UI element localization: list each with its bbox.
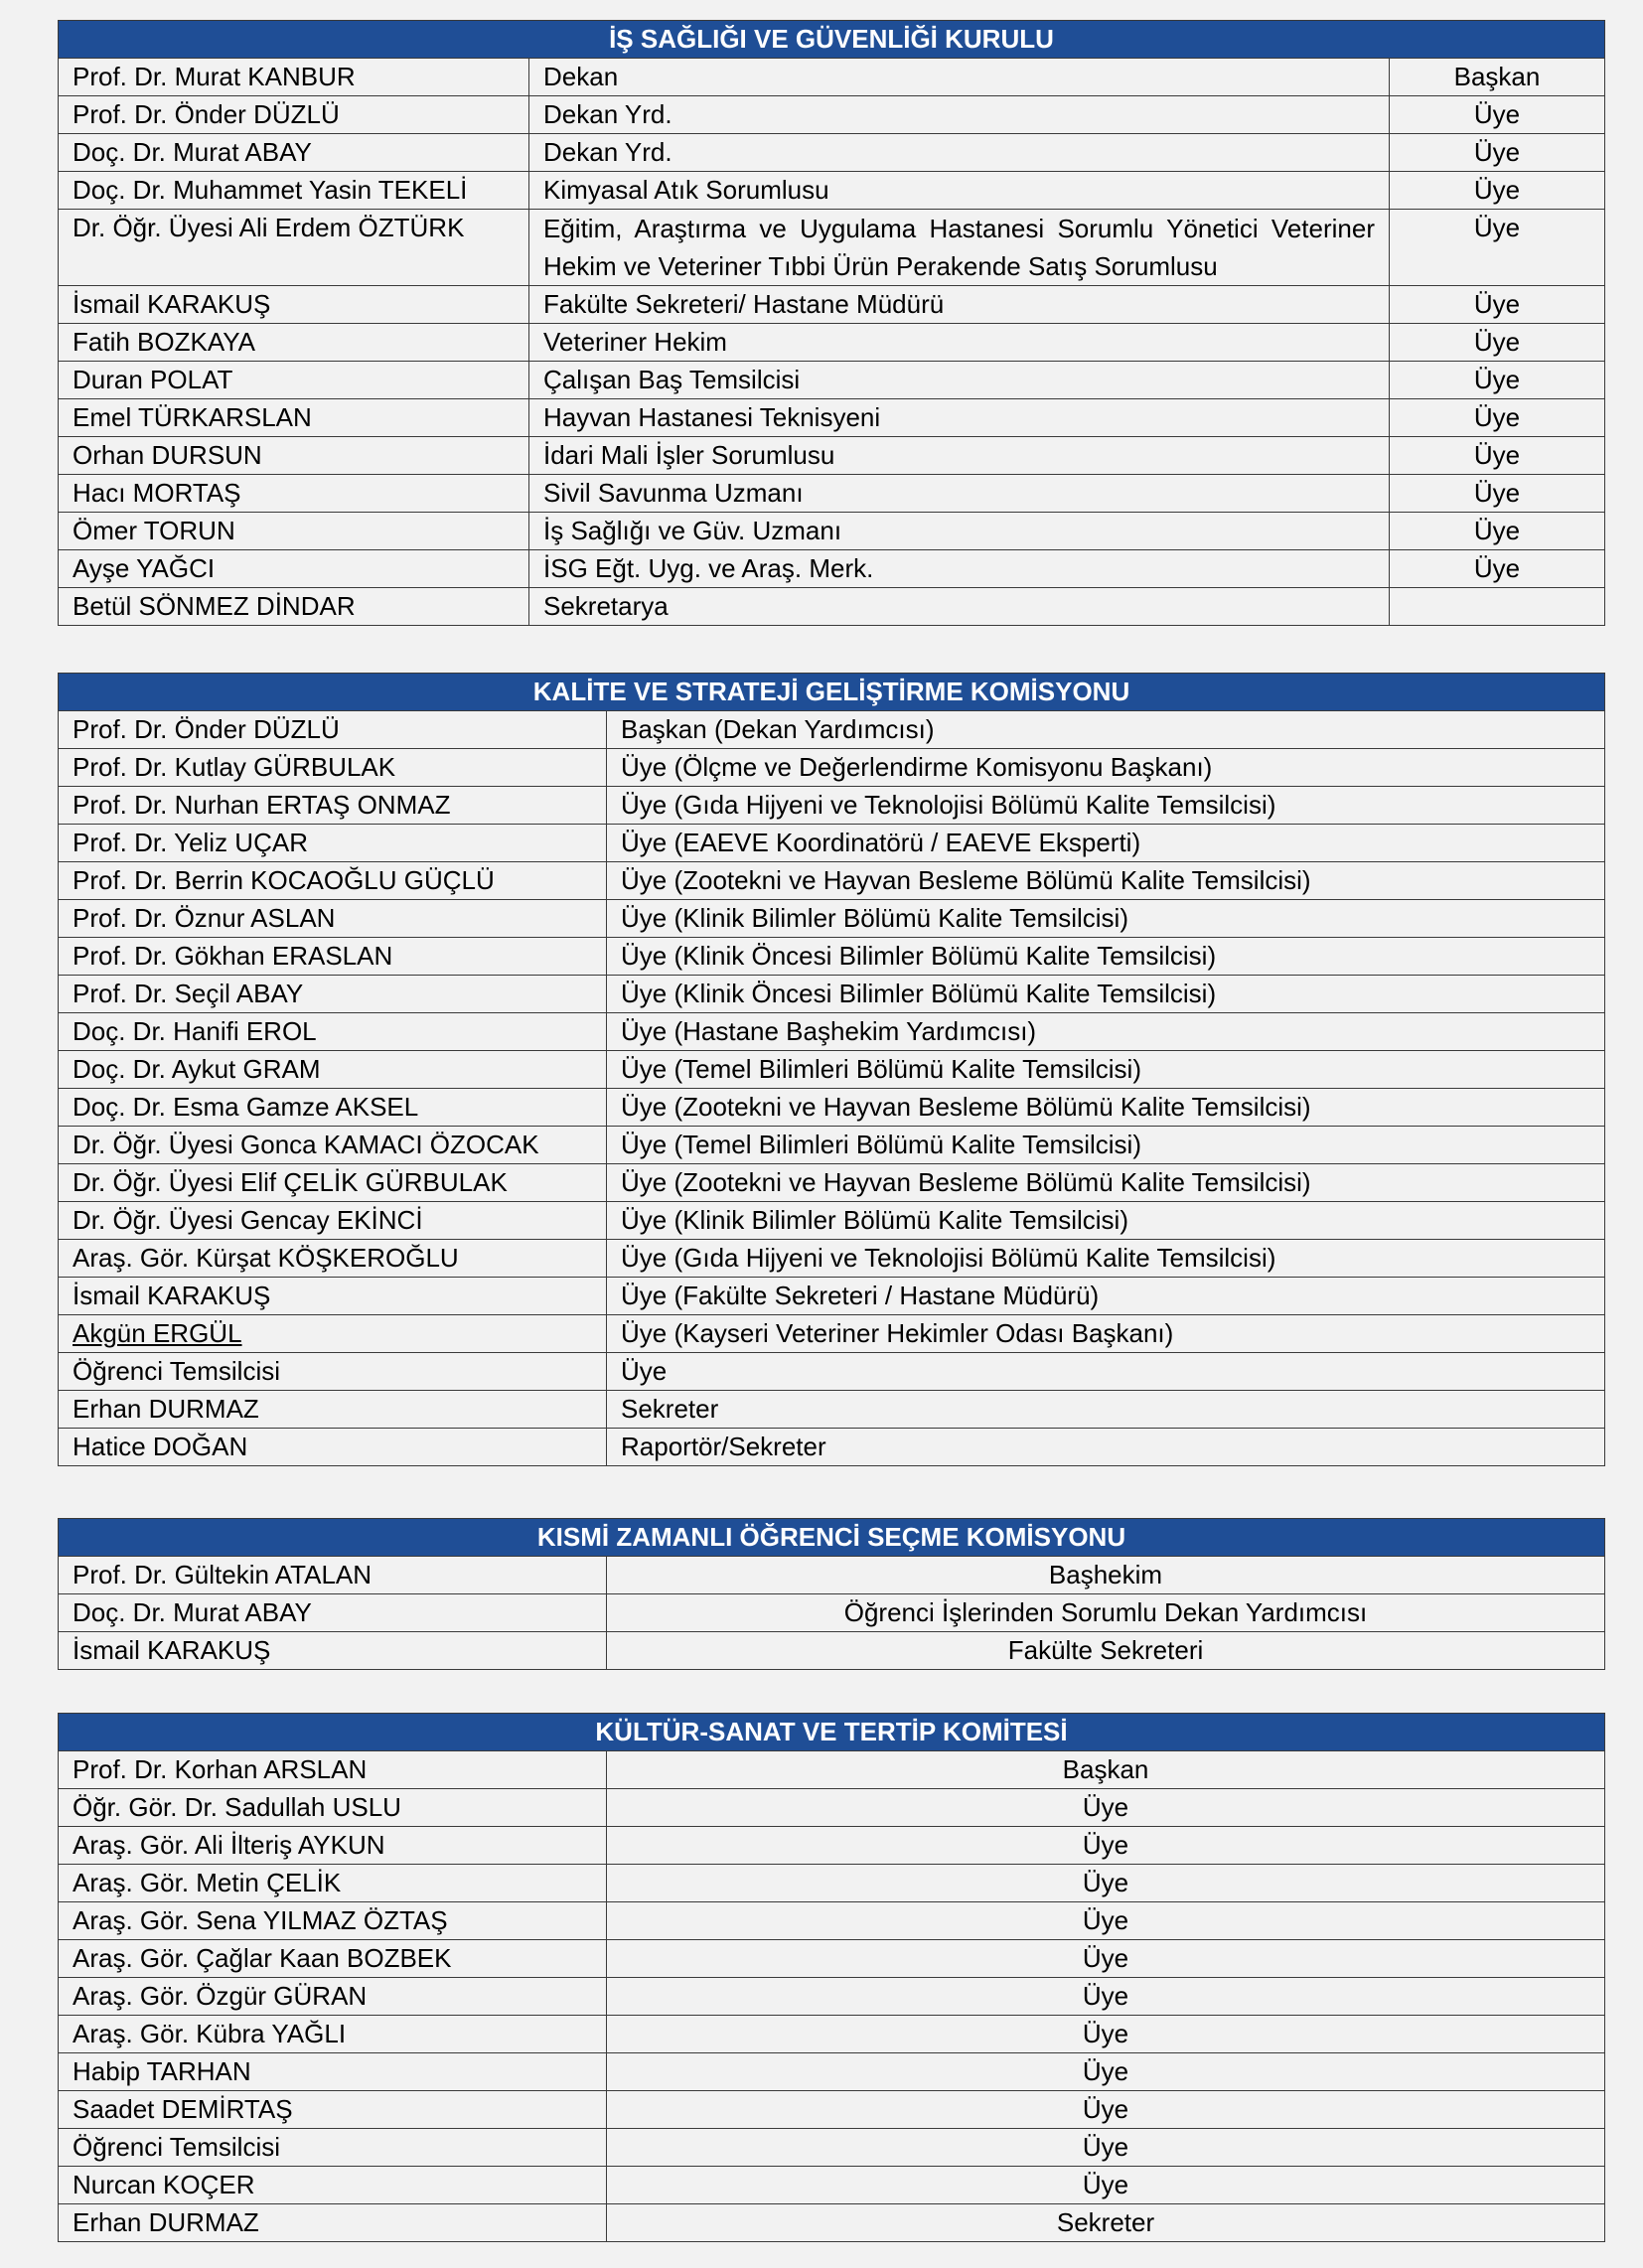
cell-role: Üye (Temel Bilimleri Bölümü Kalite Temsilcisi) [607,1127,1605,1164]
cell-name: Doç. Dr. Esma Gamze AKSEL [59,1089,607,1127]
cell-duty: Eğitim, Araştırma ve Uygulama Hastanesi Sorumlu Yönetici Veteriner Hekim ve Veteriner Tıbbi Ürün Perakende Satış Sorumlusu [529,210,1390,286]
cell-name: Ömer TORUN [59,513,529,550]
table-row [59,134,1605,172]
cell-name: Prof. Dr. Yeliz UÇAR [59,825,607,862]
cell-name: Orhan DURSUN [59,437,529,475]
table-row [59,1202,1605,1240]
cell-role: Üye [1390,324,1605,362]
cell-role: Üye [607,1353,1605,1391]
cell-duty: Fakülte Sekreteri/ Hastane Müdürü [529,286,1390,324]
cell-name: Araş. Gör. Metin ÇELİK [59,1865,607,1902]
cell-role: Başkan (Dekan Yardımcısı) [607,711,1605,749]
table-title: İŞ SAĞLIĞI VE GÜVENLİĞİ KURULU [59,21,1605,59]
cell-role: Fakülte Sekreteri [607,1632,1605,1670]
cell-role: Üye (Zootekni ve Hayvan Besleme Bölümü Kalite Temsilcisi) [607,1164,1605,1202]
table-row [59,787,1605,825]
quality-committee-table [58,673,1605,1466]
cell-duty: Çalışan Baş Temsilcisi [529,362,1390,399]
table-row [59,1164,1605,1202]
cell-name: Araş. Gör. Ali İlteriş AYKUN [59,1827,607,1865]
cell-role: Üye (Klinik Öncesi Bilimler Bölümü Kalite Temsilcisi) [607,976,1605,1013]
cell-role: Üye [607,2167,1605,2204]
cell-name: Erhan DURMAZ [59,2204,607,2242]
table-row [59,1940,1605,1978]
cell-role: Üye (Zootekni ve Hayvan Besleme Bölümü Kalite Temsilcisi) [607,862,1605,900]
cell-name: Öğr. Gör. Dr. Sadullah USLU [59,1789,607,1827]
isg-committee-table [58,20,1605,626]
cell-role: Üye (Ölçme ve Değerlendirme Komisyonu Başkanı) [607,749,1605,787]
table-row [59,1051,1605,1089]
cell-role: Üye [1390,399,1605,437]
table-row [59,749,1605,787]
cell-name: Doç. Dr. Murat ABAY [59,134,529,172]
cell-role: Sekreter [607,2204,1605,2242]
cell-name: Prof. Dr. Nurhan ERTAŞ ONMAZ [59,787,607,825]
table-title: KALİTE VE STRATEJİ GELİŞTİRME KOMİSYONU [59,674,1605,711]
cell-role: Raportör/Sekreter [607,1429,1605,1466]
table-row [59,2167,1605,2204]
cell-name: Dr. Öğr. Üyesi Elif ÇELİK GÜRBULAK [59,1164,607,1202]
table-row [59,210,1605,286]
cell-role: Üye [607,1789,1605,1827]
cell-role: Başkan [607,1751,1605,1789]
table-row [59,1594,1605,1632]
part-time-rows [59,1557,1605,1670]
table-row [59,900,1605,938]
cell-name: Prof. Dr. Gökhan ERASLAN [59,938,607,976]
cell-name: Doç. Dr. Murat ABAY [59,1594,607,1632]
cell-role: Üye (Fakülte Sekreteri / Hastane Müdürü) [607,1278,1605,1315]
cell-role: Üye (Temel Bilimleri Bölümü Kalite Temsilcisi) [607,1051,1605,1089]
table-row [59,437,1605,475]
cell-name: Duran POLAT [59,362,529,399]
cell-name: Hatice DOĞAN [59,1429,607,1466]
cell-name: Nurcan KOÇER [59,2167,607,2204]
cell-name: Doç. Dr. Hanifi EROL [59,1013,607,1051]
table-row [59,2129,1605,2167]
table-row [59,475,1605,513]
table-row [59,1013,1605,1051]
table-row [59,550,1605,588]
table-row [59,1278,1605,1315]
cell-role: Üye [607,2091,1605,2129]
table-row [59,1789,1605,1827]
cell-duty: Dekan [529,59,1390,96]
table-row [59,1353,1605,1391]
culture-rows [59,1751,1605,2242]
cell-duty: Hayvan Hastanesi Teknisyeni [529,399,1390,437]
cell-name: Fatih BOZKAYA [59,324,529,362]
cell-name: Doç. Dr. Aykut GRAM [59,1051,607,1089]
cell-name: Prof. Dr. Önder DÜZLÜ [59,96,529,134]
table-row [59,286,1605,324]
cell-duty: Dekan Yrd. [529,134,1390,172]
table-row [59,1315,1605,1353]
cell-duty: Sekretarya [529,588,1390,626]
cell-name: Prof. Dr. Öznur ASLAN [59,900,607,938]
culture-committee-table [58,1713,1605,2242]
table-row [59,362,1605,399]
cell-role: Üye [1390,96,1605,134]
table-row [59,1827,1605,1865]
cell-name: Saadet DEMİRTAŞ [59,2091,607,2129]
cell-name: Betül SÖNMEZ DİNDAR [59,588,529,626]
cell-name: İsmail KARAKUŞ [59,286,529,324]
cell-duty: İSG Eğt. Uyg. ve Araş. Merk. [529,550,1390,588]
cell-role: Üye [1390,550,1605,588]
cell-name: İsmail KARAKUŞ [59,1632,607,1670]
table-row [59,513,1605,550]
cell-role: Üye [1390,362,1605,399]
cell-role: Üye [1390,475,1605,513]
table-row [59,1902,1605,1940]
quality-rows [59,711,1605,1466]
cell-duty: Kimyasal Atık Sorumlusu [529,172,1390,210]
cell-role: Üye [607,1940,1605,1978]
cell-name: Prof. Dr. Korhan ARSLAN [59,1751,607,1789]
cell-role: Üye [607,1865,1605,1902]
table-row [59,2053,1605,2091]
cell-role: Üye [607,2016,1605,2053]
cell-duty: İş Sağlığı ve Güv. Uzmanı [529,513,1390,550]
cell-name: İsmail KARAKUŞ [59,1278,607,1315]
cell-name: Prof. Dr. Murat KANBUR [59,59,529,96]
cell-name: Dr. Öğr. Üyesi Gencay EKİNCİ [59,1202,607,1240]
cell-name: Hacı MORTAŞ [59,475,529,513]
table-title: KÜLTÜR-SANAT VE TERTİP KOMİTESİ [59,1714,1605,1751]
cell-role: Üye (Zootekni ve Hayvan Besleme Bölümü Kalite Temsilcisi) [607,1089,1605,1127]
cell-role: Üye [1390,210,1605,286]
cell-name: Prof. Dr. Önder DÜZLÜ [59,711,607,749]
table-row [59,938,1605,976]
table-row [59,1240,1605,1278]
cell-name: Prof. Dr. Gültekin ATALAN [59,1557,607,1594]
cell-role: Üye [1390,437,1605,475]
table-row [59,1127,1605,1164]
cell-role: Sekreter [607,1391,1605,1429]
cell-role: Başhekim [607,1557,1605,1594]
cell-role: Üye [607,1902,1605,1940]
table-row [59,324,1605,362]
table-row [59,1429,1605,1466]
cell-role: Üye [607,1978,1605,2016]
table-row [59,862,1605,900]
table-row [59,825,1605,862]
table-row [59,1557,1605,1594]
isg-rows [59,59,1605,626]
cell-name: Araş. Gör. Kürşat KÖŞKEROĞLU [59,1240,607,1278]
table-row [59,1391,1605,1429]
table-title: KISMİ ZAMANLI ÖĞRENCİ SEÇME KOMİSYONU [59,1519,1605,1557]
table-row [59,588,1605,626]
cell-role: Üye (Klinik Öncesi Bilimler Bölümü Kalite Temsilcisi) [607,938,1605,976]
cell-role: Üye (Klinik Bilimler Bölümü Kalite Temsilcisi) [607,1202,1605,1240]
cell-name: Araş. Gör. Kübra YAĞLI [59,2016,607,2053]
cell-duty: Veteriner Hekim [529,324,1390,362]
cell-name: Prof. Dr. Berrin KOCAOĞLU GÜÇLÜ [59,862,607,900]
table-row [59,1865,1605,1902]
table-row [59,976,1605,1013]
table-row [59,711,1605,749]
cell-name: Öğrenci Temsilcisi [59,1353,607,1391]
cell-name: Emel TÜRKARSLAN [59,399,529,437]
cell-name: Prof. Dr. Seçil ABAY [59,976,607,1013]
cell-role: Üye [607,2053,1605,2091]
cell-role: Üye [1390,134,1605,172]
table-row [59,399,1605,437]
cell-name: Akgün ERGÜL [59,1315,607,1353]
cell-role: Üye (Hastane Başhekim Yardımcısı) [607,1013,1605,1051]
cell-role: Üye (EAEVE Koordinatörü / EAEVE Eksperti) [607,825,1605,862]
table-row [59,2091,1605,2129]
table-row [59,96,1605,134]
cell-name: Öğrenci Temsilcisi [59,2129,607,2167]
cell-role: Üye [1390,513,1605,550]
cell-name: Dr. Öğr. Üyesi Ali Erdem ÖZTÜRK [59,210,529,286]
cell-duty: İdari Mali İşler Sorumlusu [529,437,1390,475]
cell-role: Üye [607,1827,1605,1865]
table-row [59,172,1605,210]
cell-duty: Sivil Savunma Uzmanı [529,475,1390,513]
cell-role: Başkan [1390,59,1605,96]
table-row [59,1978,1605,2016]
cell-name: Erhan DURMAZ [59,1391,607,1429]
table-row [59,2204,1605,2242]
cell-duty: Dekan Yrd. [529,96,1390,134]
cell-name: Araş. Gör. Özgür GÜRAN [59,1978,607,2016]
cell-role: Üye (Gıda Hijyeni ve Teknolojisi Bölümü Kalite Temsilcisi) [607,1240,1605,1278]
cell-role: Üye (Kayseri Veteriner Hekimler Odası Başkanı) [607,1315,1605,1353]
cell-role [1390,588,1605,626]
cell-role: Üye [1390,172,1605,210]
cell-role: Üye [1390,286,1605,324]
table-row [59,1751,1605,1789]
cell-role: Öğrenci İşlerinden Sorumlu Dekan Yardımcısı [607,1594,1605,1632]
table-row [59,59,1605,96]
part-time-committee-table [58,1518,1605,1670]
table-row [59,2016,1605,2053]
cell-name: Dr. Öğr. Üyesi Gonca KAMACI ÖZOCAK [59,1127,607,1164]
cell-role: Üye (Klinik Bilimler Bölümü Kalite Temsilcisi) [607,900,1605,938]
cell-name: Ayşe YAĞCI [59,550,529,588]
cell-name: Habip TARHAN [59,2053,607,2091]
cell-name: Prof. Dr. Kutlay GÜRBULAK [59,749,607,787]
cell-role: Üye (Gıda Hijyeni ve Teknolojisi Bölümü Kalite Temsilcisi) [607,787,1605,825]
table-row [59,1632,1605,1670]
table-row [59,1089,1605,1127]
cell-name: Araş. Gör. Sena YILMAZ ÖZTAŞ [59,1902,607,1940]
cell-role: Üye [607,2129,1605,2167]
cell-name: Doç. Dr. Muhammet Yasin TEKELİ [59,172,529,210]
cell-name: Araş. Gör. Çağlar Kaan BOZBEK [59,1940,607,1978]
